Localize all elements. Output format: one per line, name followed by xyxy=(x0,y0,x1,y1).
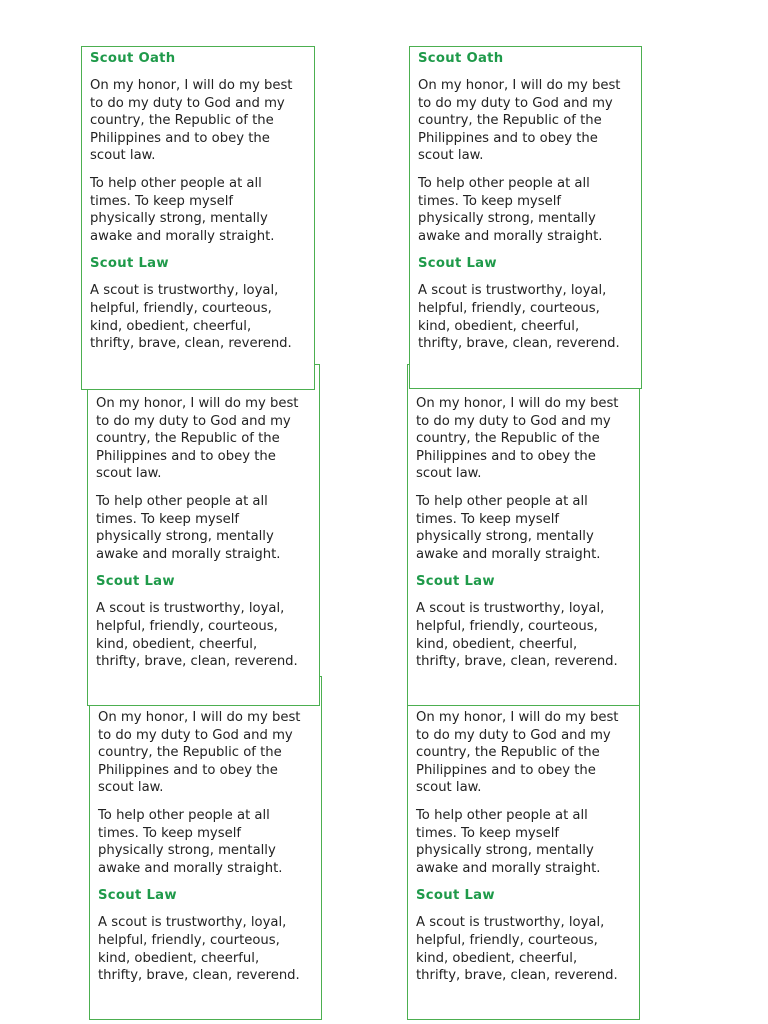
oath-line: Philippines and to obey the xyxy=(416,762,596,778)
oath-line: to do my duty to God and my xyxy=(416,413,611,429)
oath-line: On my honor, I will do my best xyxy=(90,78,293,93)
law-line: thrifty, brave, clean, reverend. xyxy=(96,654,298,670)
law-line: helpful, friendly, courteous, xyxy=(418,300,600,316)
oath-line: On my honor, I will do my best xyxy=(416,710,619,725)
oath-line: physically strong, mentally xyxy=(98,843,276,859)
scout-law-heading: Scout Law xyxy=(98,888,177,904)
oath-line: country, the Republic of the xyxy=(418,113,602,129)
law-line: helpful, friendly, courteous, xyxy=(416,932,598,948)
law-line: A scout is trustworthy, loyal, xyxy=(98,915,287,931)
oath-line: On my honor, I will do my best xyxy=(98,710,301,725)
oath-line: awake and morally straight. xyxy=(416,860,601,876)
oath-line: scout law. xyxy=(96,466,162,482)
oath-line: physically strong, mentally xyxy=(416,529,594,545)
oath-line: physically strong, mentally xyxy=(418,211,596,227)
law-line: A scout is trustworthy, loyal, xyxy=(416,601,605,617)
oath-line: To help other people at all xyxy=(90,175,262,191)
oath-line: to do my duty to God and my xyxy=(416,727,611,743)
oath-line: scout law. xyxy=(416,466,482,482)
oath-line: awake and morally straight. xyxy=(418,228,603,244)
scout-oath-heading: Scout Oath xyxy=(418,51,504,66)
oath-line: awake and morally straight. xyxy=(416,546,601,562)
oath-line: On my honor, I will do my best xyxy=(418,78,621,93)
oath-line: country, the Republic of the xyxy=(98,745,282,761)
oath-line: times. To keep myself xyxy=(416,825,560,841)
oath-line: Philippines and to obey the xyxy=(418,130,598,146)
scout-law-heading: Scout Law xyxy=(96,574,175,590)
oath-line: To help other people at all xyxy=(416,807,588,823)
oath-line: country, the Republic of the xyxy=(96,431,280,447)
law-line: thrifty, brave, clean, reverend. xyxy=(418,336,620,352)
scout-card-middle-left xyxy=(87,364,320,706)
law-line: kind, obedient, cheerful, xyxy=(416,950,578,966)
oath-line: scout law. xyxy=(90,148,156,164)
law-line: thrifty, brave, clean, reverend. xyxy=(90,336,292,352)
law-line: A scout is trustworthy, loyal, xyxy=(96,601,285,617)
oath-line: times. To keep myself xyxy=(416,511,560,527)
oath-line: To help other people at all xyxy=(416,493,588,509)
oath-line: On my honor, I will do my best xyxy=(416,396,619,411)
law-line: helpful, friendly, courteous, xyxy=(96,618,278,634)
law-line: thrifty, brave, clean, reverend. xyxy=(416,654,618,670)
oath-line: times. To keep myself xyxy=(96,511,240,527)
law-line: kind, obedient, cheerful, xyxy=(96,636,258,652)
scout-law-heading: Scout Law xyxy=(416,574,495,590)
scout-oath-heading: Scout Oath xyxy=(90,51,176,66)
scout-card-top-right xyxy=(409,46,642,389)
oath-line: to do my duty to God and my xyxy=(98,727,293,743)
law-line: kind, obedient, cheerful, xyxy=(90,318,252,334)
law-line: thrifty, brave, clean, reverend. xyxy=(98,968,300,984)
law-line: thrifty, brave, clean, reverend. xyxy=(416,968,618,984)
oath-line: awake and morally straight. xyxy=(96,546,281,562)
oath-line: awake and morally straight. xyxy=(90,228,275,244)
law-line: helpful, friendly, courteous, xyxy=(98,932,280,948)
oath-line: On my honor, I will do my best xyxy=(96,396,299,411)
oath-line: country, the Republic of the xyxy=(416,431,600,447)
law-line: kind, obedient, cheerful, xyxy=(416,636,578,652)
oath-line: country, the Republic of the xyxy=(90,113,274,129)
scout-card-bottom-left xyxy=(89,676,322,1020)
oath-line: scout law. xyxy=(98,780,164,796)
oath-line: times. To keep myself xyxy=(418,193,562,209)
law-line: helpful, friendly, courteous, xyxy=(90,300,272,316)
oath-line: Philippines and to obey the xyxy=(98,762,278,778)
law-line: kind, obedient, cheerful, xyxy=(418,318,580,334)
oath-line: awake and morally straight. xyxy=(98,860,283,876)
law-line: A scout is trustworthy, loyal, xyxy=(416,915,605,931)
oath-line: to do my duty to God and my xyxy=(90,95,285,111)
law-line: A scout is trustworthy, loyal, xyxy=(418,283,607,299)
scout-law-heading: Scout Law xyxy=(416,888,495,904)
scout-card-middle-right xyxy=(407,364,640,706)
law-line: helpful, friendly, courteous, xyxy=(416,618,598,634)
oath-line: physically strong, mentally xyxy=(96,529,274,545)
oath-line: scout law. xyxy=(416,780,482,796)
law-line: A scout is trustworthy, loyal, xyxy=(90,283,279,299)
oath-line: scout law. xyxy=(418,148,484,164)
scout-card-bottom-right xyxy=(407,690,640,1020)
oath-line: physically strong, mentally xyxy=(90,211,268,227)
oath-line: to do my duty to God and my xyxy=(96,413,291,429)
oath-line: Philippines and to obey the xyxy=(90,130,270,146)
scout-law-heading: Scout Law xyxy=(90,256,169,272)
oath-line: To help other people at all xyxy=(96,493,268,509)
law-line: kind, obedient, cheerful, xyxy=(98,950,260,966)
oath-line: To help other people at all xyxy=(98,807,270,823)
oath-line: To help other people at all xyxy=(418,175,590,191)
oath-line: times. To keep myself xyxy=(90,193,234,209)
oath-line: to do my duty to God and my xyxy=(418,95,613,111)
scout-card-top-left xyxy=(81,46,315,390)
scout-law-heading: Scout Law xyxy=(418,256,497,272)
oath-line: physically strong, mentally xyxy=(416,843,594,859)
oath-line: Philippines and to obey the xyxy=(416,448,596,464)
oath-line: Philippines and to obey the xyxy=(96,448,276,464)
oath-line: country, the Republic of the xyxy=(416,745,600,761)
oath-line: times. To keep myself xyxy=(98,825,242,841)
